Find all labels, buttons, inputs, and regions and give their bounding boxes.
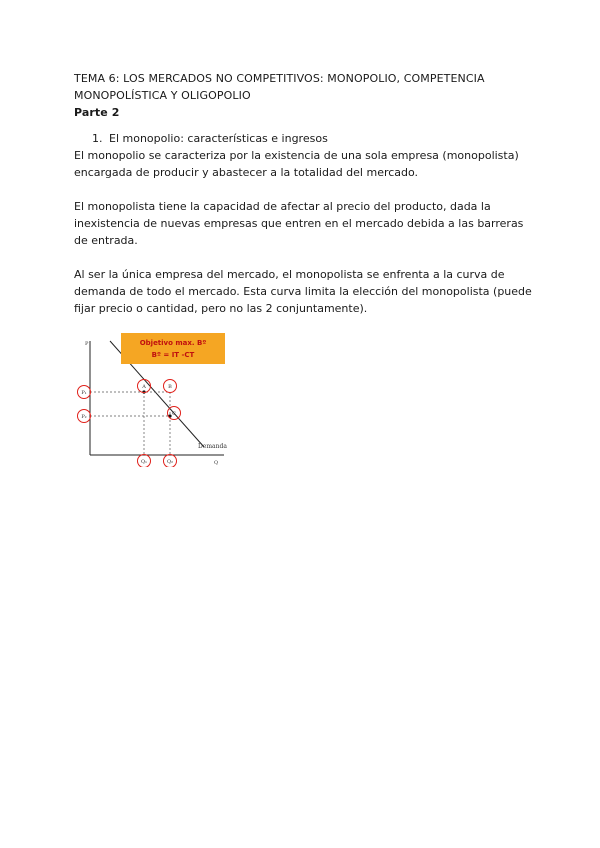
objective-line-1: Objetivo max. Bº xyxy=(139,339,207,347)
part-label: Parte 2 xyxy=(74,106,120,119)
section-list-item xyxy=(74,130,534,147)
paragraph-3: Al ser la única empresa del mercado, el monopolista se enfrenta a la curva de demanda de todo el mercado. Esta curva limita la elección del monopolista (puede fijar precio o cantidad, pero no las 2 conjuntamente). xyxy=(74,268,532,315)
objective-line-2: Bº = IT -CT xyxy=(151,351,195,359)
monopoly-diagram-svg xyxy=(74,327,228,467)
y-axis-label: P xyxy=(85,341,89,347)
x-axis-label: Q xyxy=(214,460,219,466)
document-body xyxy=(74,70,534,317)
section-title: El monopolio: características e ingresos xyxy=(109,132,328,145)
point-labels xyxy=(81,384,176,465)
document-heading xyxy=(74,70,534,121)
list-number: 1. xyxy=(92,132,103,145)
heading-line-1: TEMA 6: LOS MERCADOS NO COMPETITIVOS: MONOPOLIO, COMPETENCIA xyxy=(74,72,485,85)
label-q2: Q₂ xyxy=(166,459,174,465)
label-p2: P₂ xyxy=(81,414,87,420)
demand-label: Demanda xyxy=(198,443,227,450)
paragraph-1: El monopolio se caracteriza por la existencia de una sola empresa (monopolista) encargada de producir y abastecer a la totalidad del mercado. xyxy=(74,149,519,179)
heading-line-2: MONOPOLÍSTICA Y OLIGOPOLIO xyxy=(74,89,251,102)
paragraph-2: El monopolista tiene la capacidad de afectar al precio del producto, dada la inexistencia de nuevas empresas que entren en el mercado debida a las barreras de entrada. xyxy=(74,200,524,247)
monopoly-diagram xyxy=(74,327,228,467)
label-p1: P₁ xyxy=(81,390,87,396)
label-a: A xyxy=(142,384,146,390)
label-q1: Q₁ xyxy=(140,459,148,465)
objective-box xyxy=(121,333,225,364)
circled-labels xyxy=(78,380,181,468)
label-b: B xyxy=(168,384,172,390)
label-c: C xyxy=(172,411,176,417)
